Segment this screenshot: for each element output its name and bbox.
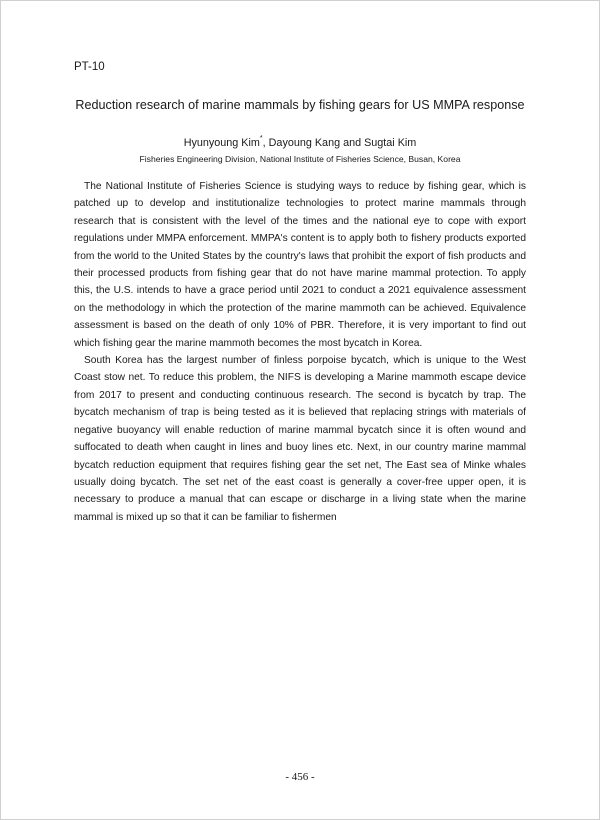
session-code: PT-10 xyxy=(74,61,105,73)
abstract-paragraph-2: South Korea has the largest number of finless porpoise bycatch, which is unique to the West Coast stow net. To reduce this problem, the NIFS is developing a Marine mammoth escape device from 2017 to present and conducting continuous research. The second is bycatch by trap. The bycatch mechanism of trap is being tested as it is believed that replacing strings with materials of negative buoyancy will enable reduction of marine mammal bycatch since it is often wound and suffocated to death when caught in lines and buoy lines etc. Next, in our country marine mammal bycatch reduction equipment that requires fishing gear the set net, The East sea of Minke whales usually doing bycatch. The set net of the east coast is generally a cover-free upper open, it is necessary to produce a manual that can escape or discharge in a living state when the marine mammal is mixed up so that it can be familiar to fishermen xyxy=(74,355,526,523)
first-author: Hyunyoung Kim xyxy=(183,137,260,149)
abstract-body xyxy=(74,178,526,526)
co-authors: , Dayoung Kang and Sugtai Kim xyxy=(262,137,417,149)
page-number: - 456 - xyxy=(285,771,315,783)
author-list xyxy=(40,136,560,150)
author-affiliation: Fisheries Engineering Division, National Institute of Fisheries Science, Busan, Korea xyxy=(139,154,461,164)
abstract-paragraph-1: The National Institute of Fisheries Science is studying ways to reduce by fishing gear, which is patched up to develop and institutionalize technologies to protect marine mammals through research that is consistent with the level of the times and the national eye to cope with export regulations under MMPA enforcement. MMPA's content is to apply both to fishery products exported from the world to the United States by the country's laws that prohibit the export of fish products and their processed products from fishing gear that do not have marine mammal protection. To apply this, the U.S. intends to have a grace period until 2021 to conduct a 2021 equivalence assessment on the methodology in which the protection of the marine mammoth can be achieved. Equivalence assessment is based on the death of only 10% of PBR. Therefore, it is very important to find out which fishing gear the marine mammoth becomes the most bycatch in Korea. xyxy=(74,181,526,349)
paper-title: Reduction research of marine mammals by fishing gears for US MMPA response xyxy=(75,98,525,112)
corresponding-author-mark: * xyxy=(259,135,263,143)
